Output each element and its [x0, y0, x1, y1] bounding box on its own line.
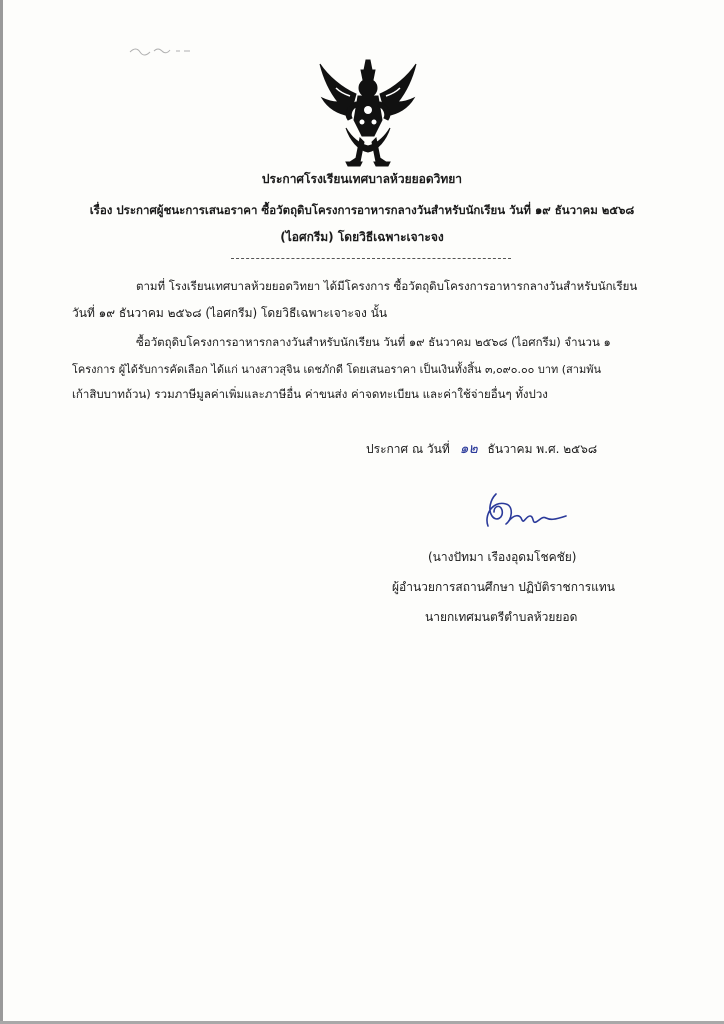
garuda-emblem-icon: [316, 58, 420, 170]
pencil-mark: [128, 42, 198, 58]
announcement-day: ๑๒: [459, 441, 478, 457]
announcement-prefix: ประกาศ ณ วันที่: [366, 442, 450, 456]
paragraph-2-line-3: เก้าสิบบาทถ้วน) รวมภาษีมูลค่าเพิ่มและภาษีอื่น ค่าขนส่ง ค่าจดทะเบียน และค่าใช้จ่ายอื่นๆ ทั้งปวง: [72, 387, 548, 401]
scan-edge-left: [0, 0, 3, 1024]
document-subject-line-2: (ไอศกรีม) โดยวิธีเฉพาะเจาะจง: [280, 230, 444, 244]
announcement-date: [366, 438, 597, 460]
handwritten-signature: [470, 486, 580, 544]
document-subject-line-1: เรื่อง ประกาศผู้ชนะการเสนอราคา ซื้อวัตถุดิบโครงการอาหารกลางวันสำหรับนักเรียน วันที่ ๑๙ ธันวาคม ๒๕๖๘: [89, 203, 635, 217]
signatory-position-2: นายกเทศมนตรีตำบลห้วยยอด: [425, 610, 578, 624]
signatory-name: (นางปัทมา เรืองอุดมโชคชัย): [428, 550, 577, 564]
signatory-position-1: ผู้อำนวยการสถานศึกษา ปฏิบัติราชการแทน: [392, 580, 615, 594]
header-divider: [231, 258, 511, 259]
paragraph-1-line-2: วันที่ ๑๙ ธันวาคม ๒๕๖๘ (ไอศกรีม) โดยวิธีเฉพาะเจาะจง นั้น: [72, 306, 388, 320]
paragraph-1-line-1: ตามที่ โรงเรียนเทศบาลห้วยยอดวิทยา ได้มีโครงการ ซื้อวัตถุดิบโครงการอาหารกลางวันสำหรับนักเรียน: [136, 279, 638, 293]
paragraph-2-line-2: โครงการ ผู้ได้รับการคัดเลือก ได้แก่ นางสาวสุจิน เดชภักดี โดยเสนอราคา เป็นเงินทั้งสิ้น ๓,๐๙๐.๐๐ บาท (สามพัน: [72, 363, 601, 376]
paragraph-2-line-1: ซื้อวัตถุดิบโครงการอาหารกลางวันสำหรับนักเรียน วันที่ ๑๙ ธันวาคม ๒๕๖๘ (ไอศกรีม) จำนวน ๑: [136, 335, 611, 349]
document-title: ประกาศโรงเรียนเทศบาลห้วยยอดวิทยา: [261, 172, 463, 186]
announcement-suffix: ธันวาคม พ.ศ. ๒๕๖๘: [487, 442, 598, 456]
